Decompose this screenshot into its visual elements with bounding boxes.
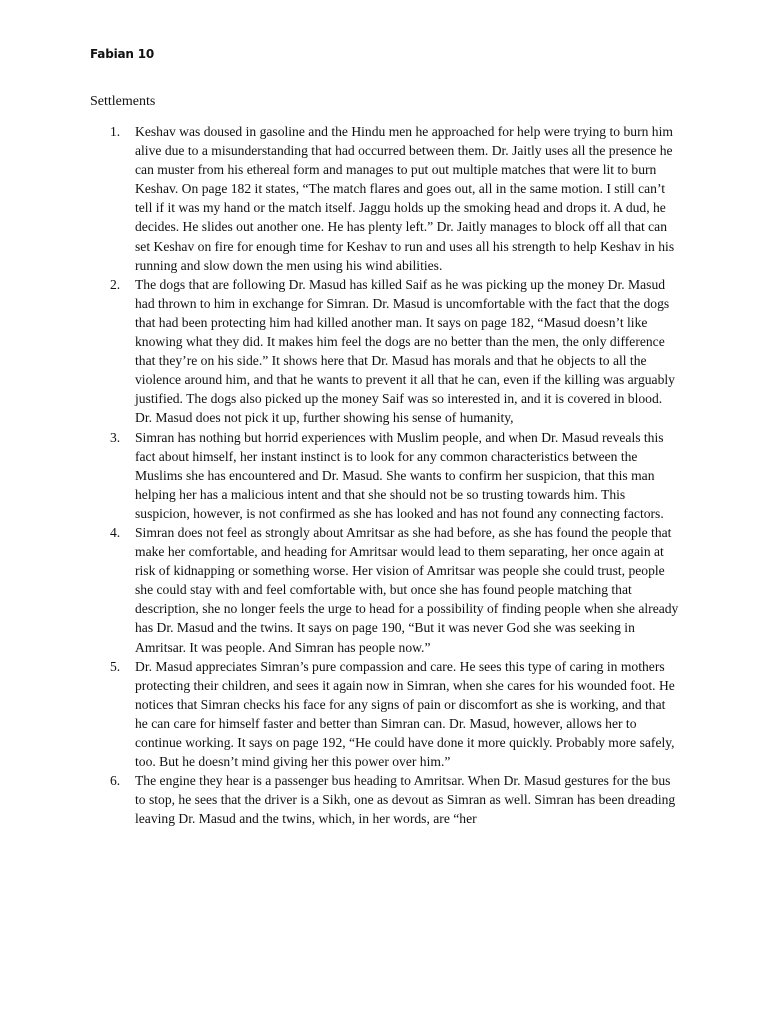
item-number: 4. xyxy=(110,524,121,540)
list-item xyxy=(110,428,680,523)
item-number: 5. xyxy=(110,658,121,674)
item-number: 6. xyxy=(110,773,121,789)
list-item xyxy=(110,657,680,772)
item-number: 1. xyxy=(110,124,121,139)
item-text: Keshav was doused in gasoline and the Hindu men he approached for help were trying to burn him alive due to a misunderstanding that had occurred between them. Dr. Jaitly uses all the presence he can muster from his ethereal form and manages to put out multiple matches that were lit to burn Keshav. On page 182 it states, “The match flares and goes out, all in the same motion. I still can’t tell if it was my hand or the match itself. Jaggu holds up the smoking head and drops it. A dud, he decides. He slides out another one. He has plenty left.” Dr. Jaitly manages to block off all that can set Keshav on fire for enough time for Keshav to run and uses all his strength to help Keshav in his running and slow down the men using his wind abilities. xyxy=(135,124,675,273)
section-title: Settlements xyxy=(90,94,156,109)
item-number: 2. xyxy=(110,276,121,292)
item-text: Dr. Masud appreciates Simran’s pure compassion and care. He sees this type of caring in mothers protecting their children, and sees it again now in Simran, when she cares for his wounded foot. He notices that Simran checks his face for any signs of pain or discomfort as she is working, and that he can care for himself faster and better than Simran can. Dr. Masud, however, allows her to continue working. It says on page 192, “He could have done it more quickly. Probably more safely, too. But he doesn’t mind giving her this power over him.” xyxy=(135,658,675,770)
item-text: The engine they hear is a passenger bus heading to Amritsar. When Dr. Masud gestures for the bus to stop, he sees that the driver is a Sikh, one as devout as Simran as well. Simran has been dreading leaving Dr. Masud and the twins, which, in her words, are “her xyxy=(135,773,676,827)
numbered-list xyxy=(110,122,680,828)
list-item xyxy=(110,122,680,275)
item-number: 3. xyxy=(110,429,121,445)
list-item xyxy=(110,275,680,428)
running-head: Fabian 10 xyxy=(90,47,155,61)
item-text: Simran has nothing but horrid experiences with Muslim people, and when Dr. Masud reveals this fact about himself, her instant instinct is to look for any common characteristics between the Muslims she has encountered and Dr. Masud. She wants to confirm her suspicion, that this man helping her has a malicious intent and that she should not be so trusting towards him. This suspicion, however, is not confirmed as she has looked and has not found any connecting factors. xyxy=(135,429,664,521)
list-item xyxy=(110,771,680,828)
list-item xyxy=(110,523,680,657)
item-text: Simran does not feel as strongly about Amritsar as she had before, as she has found the people that make her comfortable, and heading for Amritsar would lead to them separating, her once again at risk of kidnapping or something worse. Her vision of Amritsar was people she could trust, people she could stay with and feel comfortable with, but once she has found people matching that description, she no longer feels the urge to head for a possibility of finding people when she already has Dr. Masud and the twins. It says on page 190, “But it was never God she was seeking in Amritsar. It was people. And Simran has people now.” xyxy=(135,524,679,655)
item-text: The dogs that are following Dr. Masud has killed Saif as he was picking up the money Dr. Masud had thrown to him in exchange for Simran. Dr. Masud is uncomfortable with the fact that the dogs that had been protecting him had killed another man. It says on page 182, “Masud doesn’t like knowing what they did. It makes him feel the dogs are no better than the men, the only difference that they’re on his side.” It shows here that Dr. Masud has morals and that he objects to all the violence around him, and that he wants to prevent it all that he can, even if the killing was arguably justified. The dogs also picked up the money Saif was so interested in, and it is covered in blood. Dr. Masud does not pick it up, further showing his sense of humanity, xyxy=(135,276,675,426)
